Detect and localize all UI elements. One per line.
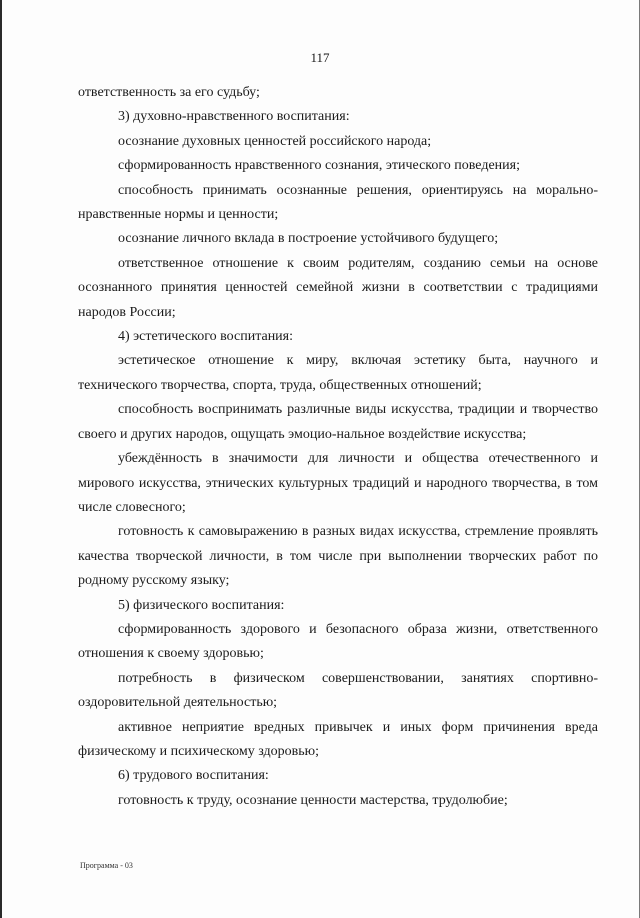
paragraph: потребность в физическом совершенствовании, занятиях спортивно-оздоровительной деятельностью; (78, 670, 598, 711)
paragraph: эстетическое отношение к миру, включая эстетику быта, научного и технического творчества, спорта, труда, общественных отношений; (78, 353, 598, 393)
section-heading: 3) духовно-нравственного воспитания: (118, 109, 350, 125)
scan-left-edge (0, 0, 2, 918)
page-footer: Программа - 03 (80, 861, 133, 870)
paragraph: осознание личного вклада в построение устойчивого будущего; (118, 231, 499, 247)
paragraph: способность принимать осознанные решения, ориентируясь на морально-нравственные нормы и ценности; (78, 182, 598, 223)
paragraph: способность воспринимать различные виды искусства, традиции и творчество своего и других народов, ощущать эмоцио-нальное воздействие искусства; (78, 402, 598, 442)
paragraph: сформированность здорового и безопасного образа жизни, ответственного отношения к своему здоровью; (78, 621, 598, 662)
paragraph: готовность к труду, осознание ценности мастерства, трудолюбие; (118, 792, 508, 808)
page-number: 117 (310, 50, 330, 65)
paragraph: активное неприятие вредных привычек и иных форм причинения вреда физическому и психическому здоровью; (78, 719, 598, 759)
section-heading: 6) трудового воспитания: (118, 768, 269, 784)
paragraph: сформированность нравственного сознания, этического поведения; (118, 158, 520, 174)
paragraph: убеждённость в значимости для личности и общества отечественного и мирового искусства, этнических культурных традиций и народного творчества, в том числе словесного; (78, 451, 598, 515)
paragraph: готовность к самовыражению в разных видах искусства, стремление проявлять качества творческой личности, в том числе при выполнении творческих работ по родному русскому языку; (78, 524, 598, 589)
paragraph: ответственность за его судьбу; (78, 85, 260, 100)
paragraph: ответственное отношение к своим родителям, созданию семьи на основе осознанного принятия ценностей семейной жизни в соответствии с традициями народов России; (78, 255, 598, 320)
section-heading: 4) эстетического воспитания: (118, 329, 294, 345)
section-heading: 5) физического воспитания: (118, 597, 285, 613)
document-body (78, 81, 598, 813)
paragraph: осознание духовных ценностей российского народа; (118, 133, 432, 149)
